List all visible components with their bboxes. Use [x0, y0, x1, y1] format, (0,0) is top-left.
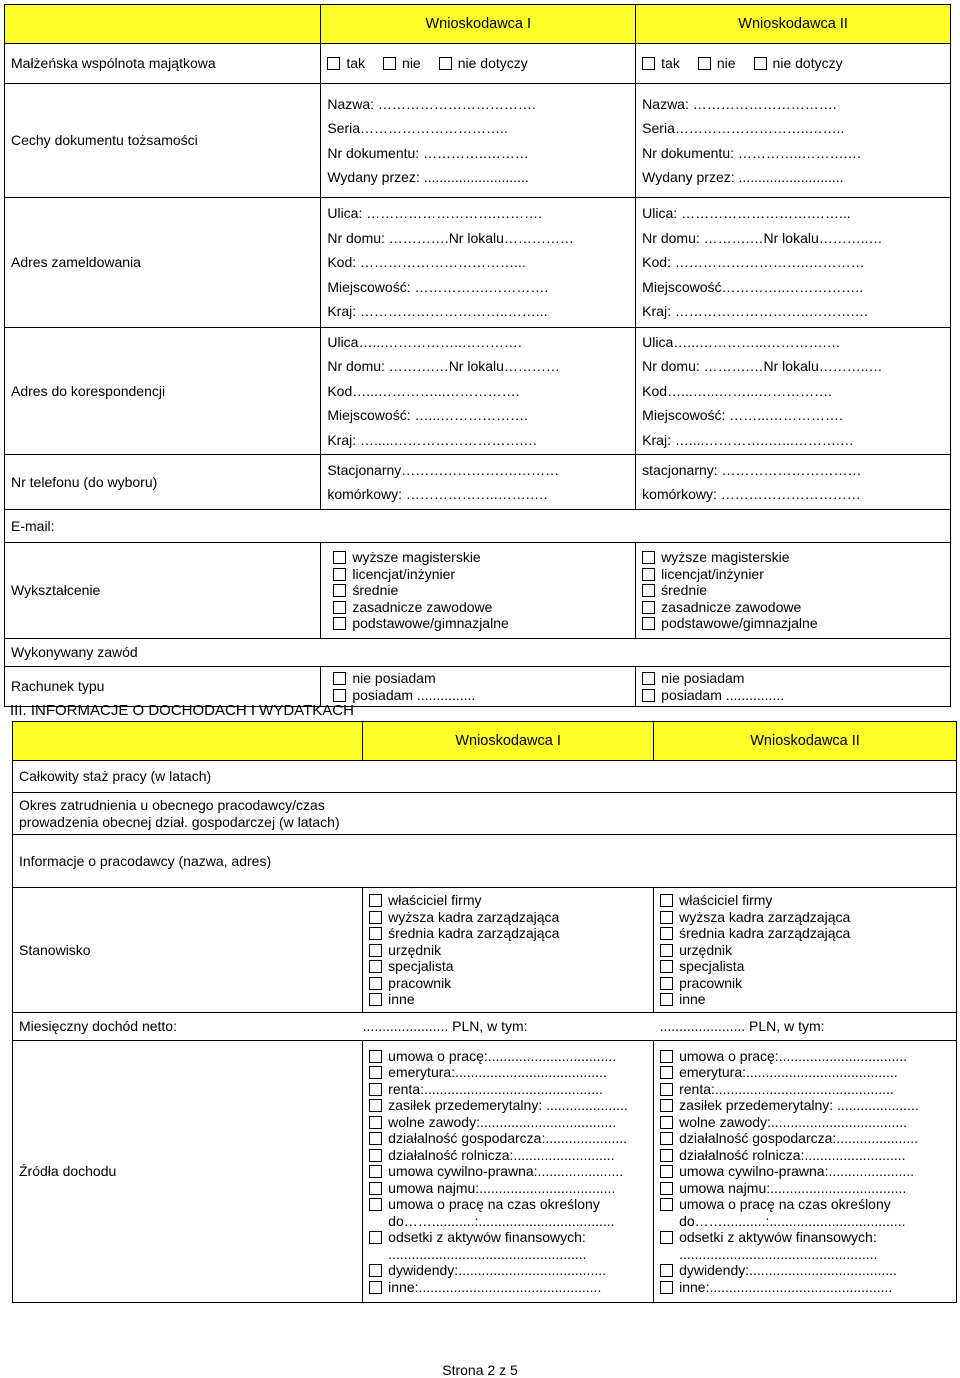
checkbox[interactable] [333, 584, 346, 597]
checkbox[interactable] [660, 1116, 673, 1129]
checkbox[interactable] [660, 977, 673, 990]
pos-other[interactable]: inne [660, 991, 950, 1008]
applicant-data-table [4, 4, 951, 707]
income-source-item[interactable] [660, 1229, 950, 1246]
header-applicant-1: Wnioskodawca I [321, 5, 636, 44]
income-source-text: inne:............................................... [679, 1278, 893, 1295]
checkbox[interactable] [660, 993, 673, 1006]
income-source-item[interactable] [369, 1048, 647, 1065]
checkbox[interactable] [660, 1083, 673, 1096]
income-source-item[interactable] [660, 1064, 950, 1081]
edu-vocational[interactable]: zasadnicze zawodowe [642, 599, 944, 616]
checkbox[interactable] [369, 1264, 382, 1277]
education-label: Wykształcenie [5, 543, 321, 639]
income-source-item[interactable] [660, 1279, 950, 1296]
id-issuer-field-2[interactable]: Wydany przez: ........................... [642, 169, 844, 185]
pos-other[interactable]: inne [369, 991, 647, 1008]
street-field[interactable]: Ulica…...……………..…………. [327, 333, 522, 350]
income-source-text: umowa o pracę:................................. [679, 1047, 908, 1064]
id-doc-label: Cechy dokumentu tożsamości [5, 84, 321, 198]
income-source-text: dywidendy:...................................... [679, 1262, 897, 1279]
checkbox[interactable] [642, 617, 655, 630]
checkbox[interactable] [333, 672, 346, 685]
income-source-item[interactable] [660, 1114, 950, 1131]
income-source-item [660, 1213, 950, 1230]
marital-na-2[interactable]: nie dotyczy [754, 55, 843, 72]
page-number: Strona 2 z 5 [442, 1362, 518, 1378]
income-source-text: zasiłek przedemerytalny: ..................... [679, 1097, 919, 1114]
checkbox[interactable] [698, 57, 711, 70]
id-number-field-1[interactable]: Nr dokumentu: …………..……… [327, 144, 529, 161]
mobile-field[interactable]: komórkowy: ………………..…….…. [327, 486, 548, 502]
checkbox[interactable] [327, 57, 340, 70]
income-source-text: działalność gospodarcza:..................... [388, 1130, 628, 1147]
income-source-text: ................................................... [679, 1245, 878, 1262]
seniority-label[interactable]: Całkowity staż pracy (w latach) [13, 761, 957, 793]
income-source-text: działalność rolnicza:.......................... [388, 1146, 615, 1163]
income-sources-label: Źródła dochodu [13, 1041, 363, 1303]
country-field[interactable]: Kraj: …....…………..…...……….… [642, 431, 854, 448]
income-source-text: zasiłek przedemerytalny: ..................... [388, 1097, 628, 1114]
checkbox[interactable] [642, 689, 655, 702]
income-source-item[interactable] [369, 1097, 647, 1114]
checkbox[interactable] [369, 1281, 382, 1294]
id-doc-applicant-2 [636, 84, 951, 198]
income-source-text: do……...........:................................... [679, 1212, 906, 1229]
checkbox[interactable] [660, 1231, 673, 1244]
marital-options-1 [321, 44, 636, 84]
landline-field[interactable]: Stacjonarny…………………….……… [327, 461, 560, 478]
edu-vocational[interactable]: zasadnicze zawodowe [333, 599, 629, 616]
checkbox[interactable] [369, 894, 382, 907]
income-source-item[interactable] [369, 1064, 647, 1081]
edu-secondary[interactable]: średnie [333, 582, 629, 599]
net-income-label: Miesięczny dochód netto: [13, 1013, 363, 1041]
marital-no-2[interactable]: nie [698, 55, 736, 72]
pos-worker[interactable]: pracownik [369, 975, 647, 992]
checkbox[interactable] [333, 601, 346, 614]
marital-yes-1[interactable]: tak [327, 55, 365, 72]
checkbox[interactable] [754, 57, 767, 70]
reg-address-label: Adres zameldowania [5, 198, 321, 328]
checkbox[interactable] [369, 1165, 382, 1178]
pos-middle-mgmt[interactable]: średnia kadra zarządzająca [369, 925, 647, 942]
header-applicant-1: Wnioskodawca I [363, 722, 654, 761]
checkbox[interactable] [383, 57, 396, 70]
landline-field[interactable]: stacjonarny: ………………………… [642, 461, 862, 478]
income-source-item[interactable] [660, 1180, 950, 1197]
income-source-item[interactable] [369, 1196, 647, 1213]
income-source-item [660, 1246, 950, 1263]
checkbox[interactable] [369, 977, 382, 990]
income-source-item[interactable] [660, 1097, 950, 1114]
position-label: Stanowisko [13, 888, 363, 1013]
edu-primary[interactable]: podstawowe/gimnazjalne [333, 615, 629, 632]
checkbox[interactable] [369, 1050, 382, 1063]
education-options-2 [636, 543, 951, 639]
income-source-item[interactable] [369, 1229, 647, 1246]
checkbox[interactable] [369, 1182, 382, 1195]
income-source-item[interactable] [660, 1196, 950, 1213]
checkbox[interactable] [369, 1066, 382, 1079]
income-source-item[interactable] [369, 1163, 647, 1180]
marital-yes-2[interactable]: tak [642, 55, 680, 72]
checkbox[interactable] [369, 911, 382, 924]
account-label: Rachunek typu [5, 667, 321, 707]
income-source-item[interactable] [369, 1262, 647, 1279]
checkbox[interactable] [660, 911, 673, 924]
checkbox[interactable] [642, 57, 655, 70]
checkbox[interactable] [369, 1116, 382, 1129]
header-applicant-2: Wnioskodawca II [654, 722, 957, 761]
checkbox[interactable] [369, 1083, 382, 1096]
checkbox[interactable] [333, 617, 346, 630]
income-source-item[interactable] [660, 1081, 950, 1098]
checkbox[interactable] [660, 1149, 673, 1162]
position-options-2 [654, 888, 957, 1013]
income-source-item[interactable] [660, 1163, 950, 1180]
reg-address-applicant-2 [636, 198, 951, 328]
country-field[interactable]: Kraj: ………………………..……….… [642, 303, 869, 320]
marital-na-1[interactable]: nie dotyczy [439, 55, 528, 72]
phone-applicant-1 [321, 455, 636, 510]
checkbox[interactable] [369, 1099, 382, 1112]
mobile-field[interactable]: komórkowy: ………………………… [642, 486, 861, 502]
edu-primary[interactable]: podstawowe/gimnazjalne [642, 615, 944, 632]
house-number-field[interactable]: Nr domu: ……….…Nr lokalu………… [327, 358, 560, 375]
id-series-field-1[interactable]: Seria………………………….. [327, 120, 508, 136]
pos-clerk[interactable]: urzędnik [369, 942, 647, 959]
account-none[interactable]: nie posiadam [333, 670, 629, 687]
account-has[interactable]: posiadam ............... [333, 687, 629, 704]
pos-owner[interactable]: właściciel firmy [660, 892, 950, 909]
income-source-item[interactable] [369, 1081, 647, 1098]
income-source-text: do……...........:................................... [388, 1212, 615, 1229]
income-source-item[interactable] [369, 1279, 647, 1296]
edu-master[interactable]: wyższe magisterskie [333, 549, 629, 566]
id-number-field-2[interactable]: Nr dokumentu: …………..……….… [642, 144, 862, 161]
checkbox[interactable] [660, 1066, 673, 1079]
pos-senior-mgmt[interactable]: wyższa kadra zarządzająca [369, 909, 647, 926]
house-number-field[interactable]: Nr domu: ………….Nr lokalu…………… [327, 229, 574, 246]
phone-label: Nr telefonu (do wyboru) [5, 455, 321, 510]
income-source-text: wolne zawody:................................... [679, 1113, 908, 1130]
income-sources-1 [363, 1041, 654, 1303]
marital-options-2 [636, 44, 951, 84]
income-source-text: inne:............................................... [388, 1278, 602, 1295]
city-field[interactable]: Miejscowość: …………….…………. [327, 278, 549, 295]
account-options-1 [321, 667, 636, 707]
city-field[interactable]: Miejscowość: ……...……………. [642, 407, 843, 424]
income-source-text: umowa o pracę na czas określony [388, 1196, 600, 1213]
id-doc-applicant-1 [321, 84, 636, 198]
checkbox[interactable] [660, 1264, 673, 1277]
income-source-text: ................................................... [388, 1245, 587, 1262]
checkbox[interactable] [660, 1182, 673, 1195]
edu-secondary[interactable]: średnie [642, 582, 944, 599]
id-issuer-field-1[interactable]: Wydany przez: ........................... [327, 169, 529, 185]
income-source-text: dywidendy:...................................... [388, 1262, 607, 1279]
checkbox[interactable] [660, 1165, 673, 1178]
income-source-text: umowa cywilno-prawna:...................... [388, 1163, 624, 1180]
income-source-item[interactable] [660, 1147, 950, 1164]
checkbox[interactable] [642, 568, 655, 581]
checkbox[interactable] [660, 1132, 673, 1145]
checkbox[interactable] [369, 1198, 382, 1211]
edu-bachelor[interactable]: licencjat/inżynier [642, 566, 944, 583]
checkbox[interactable] [369, 1231, 382, 1244]
city-field[interactable]: Miejscowość…………..…………….. [642, 278, 864, 295]
pos-clerk[interactable]: urzędnik [660, 942, 950, 959]
income-source-text: odsetki z aktywów finansowych: [679, 1229, 877, 1246]
income-source-item [369, 1246, 647, 1263]
checkbox[interactable] [660, 1281, 673, 1294]
street-field[interactable]: Ulica: ……………………….……... [642, 205, 851, 222]
country-field[interactable]: Kraj: ….....……………………….… [327, 431, 538, 448]
income-source-text: emerytura:....................................... [388, 1064, 607, 1081]
income-source-item[interactable] [369, 1147, 647, 1164]
house-number-field[interactable]: Nr domu: ……….…Nr lokalu………..… [642, 229, 883, 246]
checkbox[interactable] [660, 1050, 673, 1063]
checkbox[interactable] [439, 57, 452, 70]
income-source-text: umowa najmu:................................... [679, 1179, 907, 1196]
income-source-text: emerytura:....................................... [679, 1064, 898, 1081]
edu-bachelor[interactable]: licencjat/inżynier [333, 566, 629, 583]
account-none[interactable]: nie posiadam [642, 670, 944, 687]
checkbox[interactable] [642, 551, 655, 564]
employment-period-label[interactable]: Okres zatrudnienia u obecnego pracodawcy/czas prowadzenia obecnej dział. gospodarczej (w latach) [13, 793, 957, 835]
net-income-field-2[interactable]: ...................... PLN, w tym: [654, 1013, 957, 1041]
net-income-field-1[interactable]: ...................... PLN, w tym: [363, 1013, 654, 1041]
pos-middle-mgmt[interactable]: średnia kadra zarządzająca [660, 925, 950, 942]
position-options-1 [363, 888, 654, 1013]
house-number-field[interactable]: Nr domu: ……….…Nr lokalu………..… [642, 358, 883, 375]
checkbox[interactable] [333, 568, 346, 581]
income-source-text: wolne zawody:................................... [388, 1113, 617, 1130]
pos-specialist[interactable]: specjalista [660, 958, 950, 975]
marital-label: Małżeńska wspólnota majątkowa [5, 44, 321, 84]
income-source-text: działalność gospodarcza:..................... [679, 1130, 918, 1147]
income-source-text: umowa cywilno-prawna:...................... [679, 1163, 915, 1180]
pos-worker[interactable]: pracownik [660, 975, 950, 992]
account-has[interactable]: posiadam ............... [642, 687, 944, 704]
income-source-item[interactable] [660, 1130, 950, 1147]
checkbox[interactable] [660, 894, 673, 907]
city-field[interactable]: Miejscowość: …...………………. [327, 407, 529, 424]
email-label[interactable]: E-mail: [5, 510, 951, 543]
postal-code-field[interactable]: Kod: ………………………..………… [642, 254, 865, 271]
income-source-item[interactable] [660, 1048, 950, 1065]
street-field[interactable]: Ulica…...…………...………….… [642, 333, 841, 350]
header-spacer [13, 722, 363, 761]
checkbox[interactable] [369, 927, 382, 940]
header-applicant-2: Wnioskodawca II [636, 5, 951, 44]
id-name-field-1[interactable]: Nazwa: ……………………………. [327, 95, 536, 112]
income-source-text: umowa najmu:................................... [388, 1179, 616, 1196]
checkbox[interactable] [369, 960, 382, 973]
occupation-label[interactable]: Wykonywany zawód [5, 639, 951, 667]
income-sources-2 [654, 1041, 957, 1303]
education-options-1 [321, 543, 636, 639]
corr-address-label: Adres do korespondencji [5, 328, 321, 455]
income-source-text: działalność rolnicza:.......................... [679, 1146, 906, 1163]
postal-code-field[interactable]: Kod…...…………...……………. [327, 382, 520, 399]
account-options-2 [636, 667, 951, 707]
corr-address-applicant-1 [321, 328, 636, 455]
checkbox[interactable] [333, 689, 346, 702]
income-table [12, 721, 957, 1303]
checkbox[interactable] [369, 1149, 382, 1162]
checkbox[interactable] [660, 1099, 673, 1112]
income-source-item[interactable] [369, 1114, 647, 1131]
pos-senior-mgmt[interactable]: wyższa kadra zarządzająca [660, 909, 950, 926]
pos-owner[interactable]: właściciel firmy [369, 892, 647, 909]
section-3-title: III. INFORMACJE O DOCHODACH I WYDATKACH [10, 702, 354, 719]
checkbox[interactable] [660, 944, 673, 957]
checkbox[interactable] [660, 927, 673, 940]
checkbox[interactable] [660, 1198, 673, 1211]
corr-address-applicant-2 [636, 328, 951, 455]
header-spacer [5, 5, 321, 44]
income-source-item [369, 1213, 647, 1230]
checkbox[interactable] [642, 672, 655, 685]
employer-info-label[interactable]: Informacje o pracodawcy (nazwa, adres) [13, 835, 957, 888]
checkbox[interactable] [333, 551, 346, 564]
street-field[interactable]: Ulica: ……………………….………. [327, 205, 543, 222]
checkbox[interactable] [642, 584, 655, 597]
reg-address-applicant-1 [321, 198, 636, 328]
checkbox[interactable] [369, 944, 382, 957]
pos-specialist[interactable]: specjalista [369, 958, 647, 975]
id-series-field-2[interactable]: Seria………………………..…….. [642, 120, 845, 136]
postal-code-field[interactable]: Kod: ……………………………... [327, 254, 526, 271]
postal-code-field[interactable]: Kod…...…...……...……………. [642, 382, 832, 399]
phone-applicant-2 [636, 455, 951, 510]
id-name-field-2[interactable]: Nazwa: …………………………. [642, 95, 837, 112]
marital-no-1[interactable]: nie [383, 55, 421, 72]
income-source-text: odsetki z aktywów finansowych: [388, 1229, 586, 1246]
edu-master[interactable]: wyższe magisterskie [642, 549, 944, 566]
checkbox[interactable] [642, 601, 655, 614]
income-source-item[interactable] [660, 1262, 950, 1279]
income-source-item[interactable] [369, 1130, 647, 1147]
income-source-text: renta:.............................................. [679, 1080, 894, 1097]
income-source-item[interactable] [369, 1180, 647, 1197]
income-source-text: umowa o pracę:................................. [388, 1047, 617, 1064]
checkbox[interactable] [369, 993, 382, 1006]
income-source-text: umowa o pracę na czas określony [679, 1196, 891, 1213]
income-source-text: renta:.............................................. [388, 1080, 603, 1097]
checkbox[interactable] [660, 960, 673, 973]
country-field[interactable]: Kraj: …………………………..……... [327, 303, 548, 320]
checkbox[interactable] [369, 1132, 382, 1145]
